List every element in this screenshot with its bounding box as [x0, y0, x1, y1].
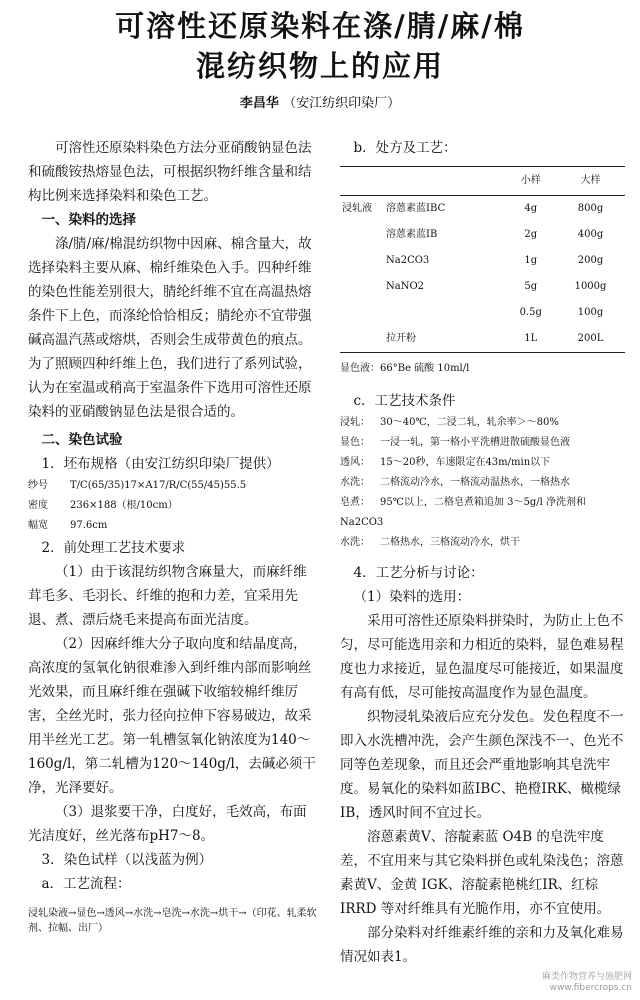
small-amount: 1g: [524, 255, 538, 266]
large-amount: 800g: [577, 203, 604, 214]
title-line-1: 可溶性还原染料在涤/腈/麻/棉: [115, 9, 525, 43]
condition-row: [340, 433, 625, 453]
develop-note: 显色液：66°Be 硫酸 10ml/l: [340, 363, 470, 374]
table-label: 浸轧液: [342, 203, 372, 214]
table-row: [340, 196, 625, 223]
dye-selection-heading: （1）染料的选用：: [353, 589, 471, 605]
ingredient-name: 溶蒽素蓝IBC: [386, 203, 446, 214]
subsection-dye-sample: 3．染色试样（以浅蓝为例）: [41, 852, 213, 868]
ingredient-name: NaNO2: [386, 281, 425, 292]
condition-value: 二格热水，三格流动冷水，烘干: [380, 537, 520, 548]
author-name: 李昌华: [239, 96, 279, 111]
process-flow-text: 浸轧染液→显色→透风→水洗→皂洗→水洗→烘干→（印花、轧柔软剂、拉幅、出厂）: [28, 908, 317, 934]
table-row: [340, 222, 625, 248]
ingredient-name: [384, 300, 505, 326]
section-4-heading: 4．工艺分析与讨论：: [353, 565, 484, 581]
discussion-paragraph-4: 部分染料对纤维素纤维的亲和力及氧化难易情况如表1。: [340, 925, 624, 965]
recipe-table: [340, 166, 625, 353]
table-row: [340, 326, 625, 353]
condition-key: 浸轧：: [340, 417, 370, 428]
table-row: [340, 248, 625, 274]
header-cell: 大样: [556, 167, 625, 196]
spec-row: [28, 476, 320, 496]
title-line-2: 混纺织物上的应用: [195, 49, 444, 83]
header-cell: [384, 167, 505, 196]
spec-key: 幅宽: [28, 520, 48, 531]
pretreatment-paragraph-3: （3）退浆要干净，白度好，毛效高，布面光洁度好，丝光落布pH7～8。: [28, 804, 307, 844]
condition-key: 显色：: [340, 437, 370, 448]
condition-key: 皂煮：: [340, 497, 370, 508]
large-amount: 1000g: [574, 281, 607, 292]
condition-row: [340, 413, 625, 433]
condition-value: 15～20秒，车速限定在43m/min以下: [380, 457, 551, 468]
recipe-heading: b．处方及工艺：: [353, 140, 457, 156]
header-cell: [340, 167, 384, 196]
condition-row: [340, 453, 625, 473]
condition-key: 水洗：: [340, 537, 370, 548]
ingredient-name: 溶蒽素蓝IB: [386, 229, 438, 240]
spec-key: 纱号: [28, 480, 48, 491]
discussion-paragraph-2: 织物浸轧染液后应充分发色。发色程度不一即入水洗槽冲洗，会产生颜色深浅不一、色光不同等色差现象，而且还会严重地影响其皂洗牢度。易氧化的染料如蓝IBC、艳橙IRK、橄榄绿IB，透风时间不宜过长。: [340, 709, 624, 821]
discussion-paragraph-3: 溶蒽素黄V、溶靛素蓝 O4B 的皂洗牢度差，不宜用来与其它染料拼色或轧染浅色；溶蒽素黄V、金黄 IGK、溶靛素艳桃红IR、红棕IRRD 等对纤维具有光脆作用，亦不宜使用。: [340, 829, 624, 917]
condition-row: [340, 473, 625, 493]
header-cell: 小样: [505, 167, 556, 196]
watermark-site-name: 麻类作物营养与施肥网: [541, 972, 632, 982]
author-org: （安江纺织印染厂）: [283, 96, 401, 111]
condition-value: 30～40℃，二浸二轧，轧余率＞～80%: [380, 417, 559, 428]
condition-value: 95℃以上，二格皂煮箱追加 3～5g/l 净洗剂和Na2CO3: [340, 497, 586, 528]
section-1-paragraph: 涤/腈/麻/棉混纺织物中因麻、棉含量大，故选择染料主要从麻、棉纤维染色入手。四种纤维的染色性能差别很大，腈纶纤维不宜在高温热熔条件下上色，而涤纶恰恰相反；腈纶亦不宜带强碱高温汽蒸或熔烘，否则会生成带黄色的痕点。为了照顾四种纤维上色，我们进行了系列试验，认为在室温或稍高于室温条件下选用可溶性还原染料的亚硝酸钠显色法是很合适的。: [28, 236, 312, 420]
pretreatment-paragraph-1: （1）由于该混纺织物含麻量大，而麻纤维茸毛多、毛羽长、纤维的抱和力差，宜采用先退、煮、漂后烧毛来提高布面光洁度。: [28, 564, 307, 628]
condition-value: 二格流动冷水，一格流动温热水，一格热水: [380, 477, 570, 488]
condition-row: [340, 493, 625, 533]
section-1-heading: 一、染料的选择: [41, 212, 136, 228]
large-amount: 400g: [577, 229, 604, 240]
subsection-fabric-spec: 1．坯布规格（由安江纺织印染厂提供）: [41, 456, 280, 472]
condition-value: 一浸一轧，第一格小平洗槽进散硫酸显色液: [380, 437, 570, 448]
ingredient-name: Na2CO3: [386, 255, 430, 266]
table-row: [340, 300, 625, 326]
spec-row: [28, 496, 320, 516]
table-row: [340, 274, 625, 300]
discussion-paragraph-1: 采用可溶性还原染料拼染时，为防止上色不匀，尽可能选用亲和力相近的染料，显色难易程度也力求接近，显色温度尽可能接近，如果温度有高有低，尽可能按高温度作为显色温度。: [340, 613, 624, 701]
left-column: [28, 136, 320, 946]
section-2-heading: 二、染色试验: [41, 432, 123, 448]
watermark: [542, 972, 632, 994]
large-amount: 200g: [577, 255, 604, 266]
small-amount: 0.5g: [519, 307, 542, 318]
right-column: [340, 136, 625, 969]
spec-key: 密度: [28, 500, 48, 511]
pretreatment-paragraph-2: （2）因麻纤维大分子取向度和结晶度高，高浓度的氢氧化钠很难渗入到纤维内部而影响丝光效果，而且麻纤维在强碱下收缩较棉纤维厉害，全丝光时，张力径向拉伸下容易破边，故采用半丝光工艺。第一轧槽氢氧化钠浓度为140～160g/l，第二轧槽为120～140g/l，去碱必须干净，光泽要好。: [28, 636, 316, 796]
subsection-process-flow: a．工艺流程：: [41, 876, 131, 892]
watermark-url: www.fibercrops.cn: [549, 983, 632, 993]
small-amount: 4g: [524, 203, 538, 214]
condition-key: 透风：: [340, 457, 370, 468]
conditions-heading: c．工艺技术条件: [353, 393, 456, 409]
large-amount: 100g: [577, 307, 604, 318]
spec-row: [28, 516, 320, 536]
small-amount: 2g: [524, 229, 538, 240]
spec-value: 97.6cm: [70, 520, 108, 531]
condition-key: 水洗：: [340, 477, 370, 488]
small-amount: 5g: [524, 281, 538, 292]
spec-value: 236×188（根/10cm）: [70, 500, 178, 511]
spec-value: T/C(65/35)17×A17/R/C(55/45)55.5: [70, 480, 247, 491]
author-line: [0, 92, 640, 111]
subsection-pretreatment: 2．前处理工艺技术要求: [41, 540, 186, 556]
large-amount: 200L: [556, 326, 625, 353]
intro-paragraph: 可溶性还原染料染色方法分亚硝酸钠显色法和硫酸铵热熔显色法，可根据织物纤维含量和结构比例来选择染料和染色工艺。: [28, 140, 312, 204]
condition-row: [340, 533, 625, 553]
small-amount: 1L: [505, 326, 556, 353]
ingredient-name: 拉开粉: [384, 326, 505, 353]
recipe-header-row: [340, 167, 625, 196]
